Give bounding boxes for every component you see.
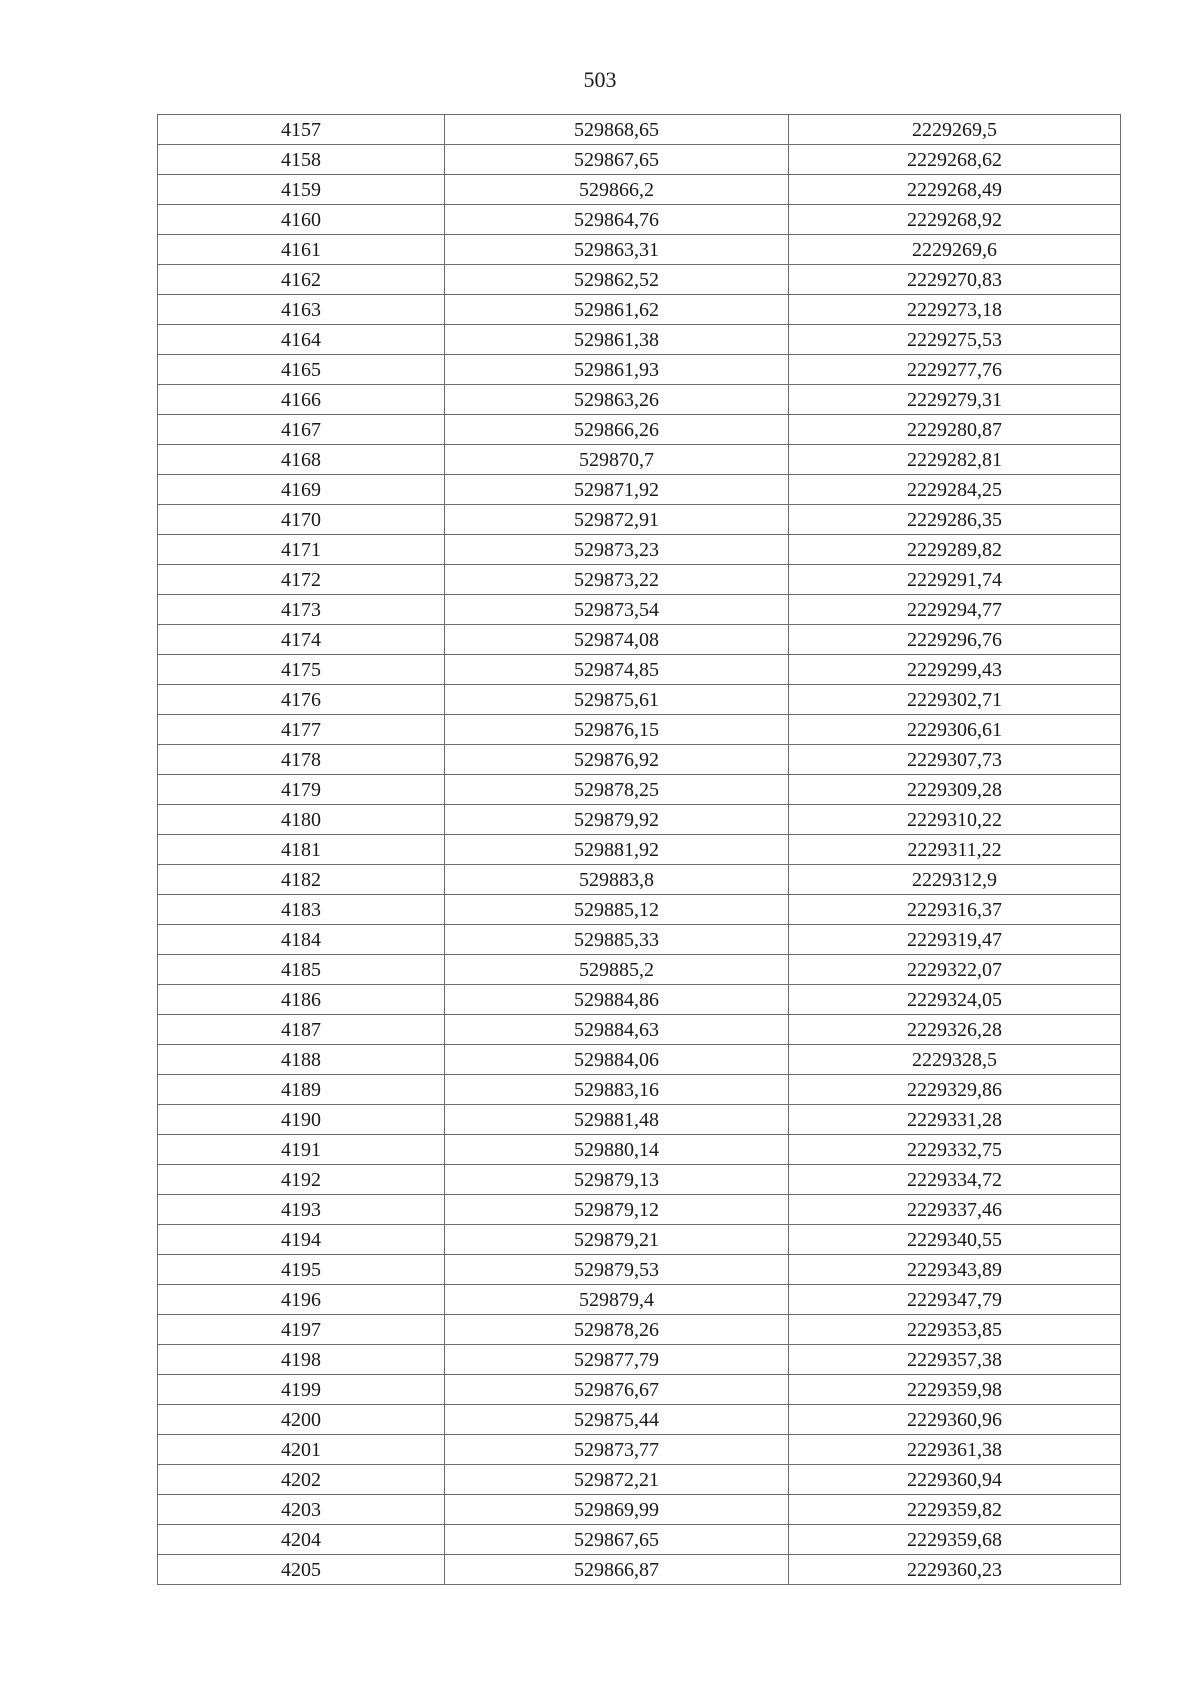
- x-coordinate-cell: 529883,16: [445, 1075, 789, 1105]
- y-coordinate-cell: 2229361,38: [789, 1435, 1121, 1465]
- y-coordinate-cell: 2229326,28: [789, 1015, 1121, 1045]
- table-row: [158, 325, 1121, 355]
- x-coordinate-cell: 529867,65: [445, 145, 789, 175]
- point-number-cell: 4196: [158, 1285, 445, 1315]
- y-coordinate-cell: 2229347,79: [789, 1285, 1121, 1315]
- y-coordinate-cell: 2229329,86: [789, 1075, 1121, 1105]
- table-row: [158, 655, 1121, 685]
- table-row: [158, 955, 1121, 985]
- x-coordinate-cell: 529885,12: [445, 895, 789, 925]
- point-number-cell: 4178: [158, 745, 445, 775]
- point-number-cell: 4181: [158, 835, 445, 865]
- point-number-cell: 4186: [158, 985, 445, 1015]
- table-row: [158, 295, 1121, 325]
- y-coordinate-cell: 2229312,9: [789, 865, 1121, 895]
- x-coordinate-cell: 529873,77: [445, 1435, 789, 1465]
- table-row: [158, 595, 1121, 625]
- x-coordinate-cell: 529861,38: [445, 325, 789, 355]
- y-coordinate-cell: 2229360,94: [789, 1465, 1121, 1495]
- point-number-cell: 4170: [158, 505, 445, 535]
- y-coordinate-cell: 2229268,62: [789, 145, 1121, 175]
- point-number-cell: 4160: [158, 205, 445, 235]
- x-coordinate-cell: 529881,48: [445, 1105, 789, 1135]
- y-coordinate-cell: 2229307,73: [789, 745, 1121, 775]
- x-coordinate-cell: 529867,65: [445, 1525, 789, 1555]
- point-number-cell: 4168: [158, 445, 445, 475]
- table-row: [158, 415, 1121, 445]
- y-coordinate-cell: 2229302,71: [789, 685, 1121, 715]
- y-coordinate-cell: 2229268,92: [789, 205, 1121, 235]
- x-coordinate-cell: 529883,8: [445, 865, 789, 895]
- x-coordinate-cell: 529884,06: [445, 1045, 789, 1075]
- y-coordinate-cell: 2229322,07: [789, 955, 1121, 985]
- y-coordinate-cell: 2229268,49: [789, 175, 1121, 205]
- point-number-cell: 4187: [158, 1015, 445, 1045]
- y-coordinate-cell: 2229296,76: [789, 625, 1121, 655]
- x-coordinate-cell: 529864,76: [445, 205, 789, 235]
- x-coordinate-cell: 529874,85: [445, 655, 789, 685]
- point-number-cell: 4203: [158, 1495, 445, 1525]
- point-number-cell: 4193: [158, 1195, 445, 1225]
- table-row: [158, 445, 1121, 475]
- x-coordinate-cell: 529875,61: [445, 685, 789, 715]
- point-number-cell: 4185: [158, 955, 445, 985]
- point-number-cell: 4197: [158, 1315, 445, 1345]
- point-number-cell: 4189: [158, 1075, 445, 1105]
- coordinates-table: [157, 114, 1121, 1585]
- x-coordinate-cell: 529880,14: [445, 1135, 789, 1165]
- table-row: [158, 1285, 1121, 1315]
- point-number-cell: 4199: [158, 1375, 445, 1405]
- table-row: [158, 835, 1121, 865]
- y-coordinate-cell: 2229306,61: [789, 715, 1121, 745]
- point-number-cell: 4202: [158, 1465, 445, 1495]
- point-number-cell: 4184: [158, 925, 445, 955]
- point-number-cell: 4204: [158, 1525, 445, 1555]
- y-coordinate-cell: 2229286,35: [789, 505, 1121, 535]
- table-row: [158, 1165, 1121, 1195]
- table-row: [158, 1525, 1121, 1555]
- table-row: [158, 1225, 1121, 1255]
- point-number-cell: 4173: [158, 595, 445, 625]
- table-row: [158, 1465, 1121, 1495]
- table-row: [158, 115, 1121, 145]
- y-coordinate-cell: 2229332,75: [789, 1135, 1121, 1165]
- table-row: [158, 925, 1121, 955]
- x-coordinate-cell: 529885,33: [445, 925, 789, 955]
- table-row: [158, 1405, 1121, 1435]
- y-coordinate-cell: 2229284,25: [789, 475, 1121, 505]
- y-coordinate-cell: 2229273,18: [789, 295, 1121, 325]
- table-row: [158, 475, 1121, 505]
- table-row: [158, 775, 1121, 805]
- x-coordinate-cell: 529876,67: [445, 1375, 789, 1405]
- y-coordinate-cell: 2229291,74: [789, 565, 1121, 595]
- y-coordinate-cell: 2229309,28: [789, 775, 1121, 805]
- point-number-cell: 4167: [158, 415, 445, 445]
- x-coordinate-cell: 529879,21: [445, 1225, 789, 1255]
- y-coordinate-cell: 2229269,6: [789, 235, 1121, 265]
- point-number-cell: 4176: [158, 685, 445, 715]
- x-coordinate-cell: 529879,12: [445, 1195, 789, 1225]
- y-coordinate-cell: 2229299,43: [789, 655, 1121, 685]
- y-coordinate-cell: 2229328,5: [789, 1045, 1121, 1075]
- x-coordinate-cell: 529879,53: [445, 1255, 789, 1285]
- point-number-cell: 4198: [158, 1345, 445, 1375]
- point-number-cell: 4183: [158, 895, 445, 925]
- point-number-cell: 4158: [158, 145, 445, 175]
- y-coordinate-cell: 2229324,05: [789, 985, 1121, 1015]
- x-coordinate-cell: 529876,92: [445, 745, 789, 775]
- table-row: [158, 1045, 1121, 1075]
- point-number-cell: 4192: [158, 1165, 445, 1195]
- table-row: [158, 385, 1121, 415]
- point-number-cell: 4177: [158, 715, 445, 745]
- y-coordinate-cell: 2229275,53: [789, 325, 1121, 355]
- x-coordinate-cell: 529873,22: [445, 565, 789, 595]
- y-coordinate-cell: 2229319,47: [789, 925, 1121, 955]
- point-number-cell: 4159: [158, 175, 445, 205]
- point-number-cell: 4162: [158, 265, 445, 295]
- table-row: [158, 1375, 1121, 1405]
- y-coordinate-cell: 2229282,81: [789, 445, 1121, 475]
- y-coordinate-cell: 2229357,38: [789, 1345, 1121, 1375]
- point-number-cell: 4205: [158, 1555, 445, 1585]
- point-number-cell: 4166: [158, 385, 445, 415]
- table-row: [158, 205, 1121, 235]
- table-row: [158, 625, 1121, 655]
- table-row: [158, 145, 1121, 175]
- x-coordinate-cell: 529868,65: [445, 115, 789, 145]
- point-number-cell: 4200: [158, 1405, 445, 1435]
- table-row: [158, 535, 1121, 565]
- table-row: [158, 175, 1121, 205]
- table-row: [158, 1015, 1121, 1045]
- x-coordinate-cell: 529873,54: [445, 595, 789, 625]
- y-coordinate-cell: 2229360,23: [789, 1555, 1121, 1585]
- y-coordinate-cell: 2229280,87: [789, 415, 1121, 445]
- point-number-cell: 4174: [158, 625, 445, 655]
- table-row: [158, 1105, 1121, 1135]
- table-row: [158, 355, 1121, 385]
- y-coordinate-cell: 2229337,46: [789, 1195, 1121, 1225]
- x-coordinate-cell: 529874,08: [445, 625, 789, 655]
- x-coordinate-cell: 529870,7: [445, 445, 789, 475]
- x-coordinate-cell: 529871,92: [445, 475, 789, 505]
- y-coordinate-cell: 2229360,96: [789, 1405, 1121, 1435]
- point-number-cell: 4161: [158, 235, 445, 265]
- table-row: [158, 985, 1121, 1015]
- x-coordinate-cell: 529873,23: [445, 535, 789, 565]
- x-coordinate-cell: 529876,15: [445, 715, 789, 745]
- point-number-cell: 4169: [158, 475, 445, 505]
- point-number-cell: 4179: [158, 775, 445, 805]
- table-row: [158, 895, 1121, 925]
- table-row: [158, 1135, 1121, 1165]
- y-coordinate-cell: 2229359,68: [789, 1525, 1121, 1555]
- y-coordinate-cell: 2229359,82: [789, 1495, 1121, 1525]
- point-number-cell: 4188: [158, 1045, 445, 1075]
- table-row: [158, 685, 1121, 715]
- y-coordinate-cell: 2229289,82: [789, 535, 1121, 565]
- page-number: 503: [583, 67, 617, 92]
- x-coordinate-cell: 529862,52: [445, 265, 789, 295]
- point-number-cell: 4190: [158, 1105, 445, 1135]
- y-coordinate-cell: 2229316,37: [789, 895, 1121, 925]
- point-number-cell: 4175: [158, 655, 445, 685]
- x-coordinate-cell: 529872,21: [445, 1465, 789, 1495]
- point-number-cell: 4180: [158, 805, 445, 835]
- x-coordinate-cell: 529879,92: [445, 805, 789, 835]
- point-number-cell: 4182: [158, 865, 445, 895]
- table-row: [158, 565, 1121, 595]
- table-row: [158, 865, 1121, 895]
- x-coordinate-cell: 529863,31: [445, 235, 789, 265]
- y-coordinate-cell: 2229277,76: [789, 355, 1121, 385]
- point-number-cell: 4163: [158, 295, 445, 325]
- table-row: [158, 235, 1121, 265]
- y-coordinate-cell: 2229310,22: [789, 805, 1121, 835]
- coordinates-table-body: [158, 115, 1121, 1585]
- point-number-cell: 4171: [158, 535, 445, 565]
- y-coordinate-cell: 2229340,55: [789, 1225, 1121, 1255]
- x-coordinate-cell: 529879,13: [445, 1165, 789, 1195]
- table-row: [158, 505, 1121, 535]
- y-coordinate-cell: 2229334,72: [789, 1165, 1121, 1195]
- x-coordinate-cell: 529885,2: [445, 955, 789, 985]
- y-coordinate-cell: 2229331,28: [789, 1105, 1121, 1135]
- point-number-cell: 4195: [158, 1255, 445, 1285]
- table-row: [158, 715, 1121, 745]
- point-number-cell: 4201: [158, 1435, 445, 1465]
- y-coordinate-cell: 2229311,22: [789, 835, 1121, 865]
- x-coordinate-cell: 529863,26: [445, 385, 789, 415]
- point-number-cell: 4172: [158, 565, 445, 595]
- table-row: [158, 1495, 1121, 1525]
- point-number-cell: 4164: [158, 325, 445, 355]
- y-coordinate-cell: 2229279,31: [789, 385, 1121, 415]
- table-row: [158, 1315, 1121, 1345]
- point-number-cell: 4191: [158, 1135, 445, 1165]
- point-number-cell: 4165: [158, 355, 445, 385]
- x-coordinate-cell: 529884,86: [445, 985, 789, 1015]
- x-coordinate-cell: 529866,2: [445, 175, 789, 205]
- table-row: [158, 1195, 1121, 1225]
- x-coordinate-cell: 529878,25: [445, 775, 789, 805]
- y-coordinate-cell: 2229270,83: [789, 265, 1121, 295]
- x-coordinate-cell: 529877,79: [445, 1345, 789, 1375]
- table-row: [158, 745, 1121, 775]
- point-number-cell: 4194: [158, 1225, 445, 1255]
- x-coordinate-cell: 529861,62: [445, 295, 789, 325]
- x-coordinate-cell: 529866,26: [445, 415, 789, 445]
- y-coordinate-cell: 2229269,5: [789, 115, 1121, 145]
- table-row: [158, 805, 1121, 835]
- table-row: [158, 265, 1121, 295]
- x-coordinate-cell: 529881,92: [445, 835, 789, 865]
- table-row: [158, 1435, 1121, 1465]
- x-coordinate-cell: 529861,93: [445, 355, 789, 385]
- x-coordinate-cell: 529869,99: [445, 1495, 789, 1525]
- y-coordinate-cell: 2229343,89: [789, 1255, 1121, 1285]
- table-row: [158, 1555, 1121, 1585]
- x-coordinate-cell: 529866,87: [445, 1555, 789, 1585]
- y-coordinate-cell: 2229359,98: [789, 1375, 1121, 1405]
- point-number-cell: 4157: [158, 115, 445, 145]
- y-coordinate-cell: 2229353,85: [789, 1315, 1121, 1345]
- y-coordinate-cell: 2229294,77: [789, 595, 1121, 625]
- table-row: [158, 1345, 1121, 1375]
- x-coordinate-cell: 529875,44: [445, 1405, 789, 1435]
- x-coordinate-cell: 529884,63: [445, 1015, 789, 1045]
- x-coordinate-cell: 529879,4: [445, 1285, 789, 1315]
- x-coordinate-cell: 529878,26: [445, 1315, 789, 1345]
- x-coordinate-cell: 529872,91: [445, 505, 789, 535]
- table-row: [158, 1075, 1121, 1105]
- table-row: [158, 1255, 1121, 1285]
